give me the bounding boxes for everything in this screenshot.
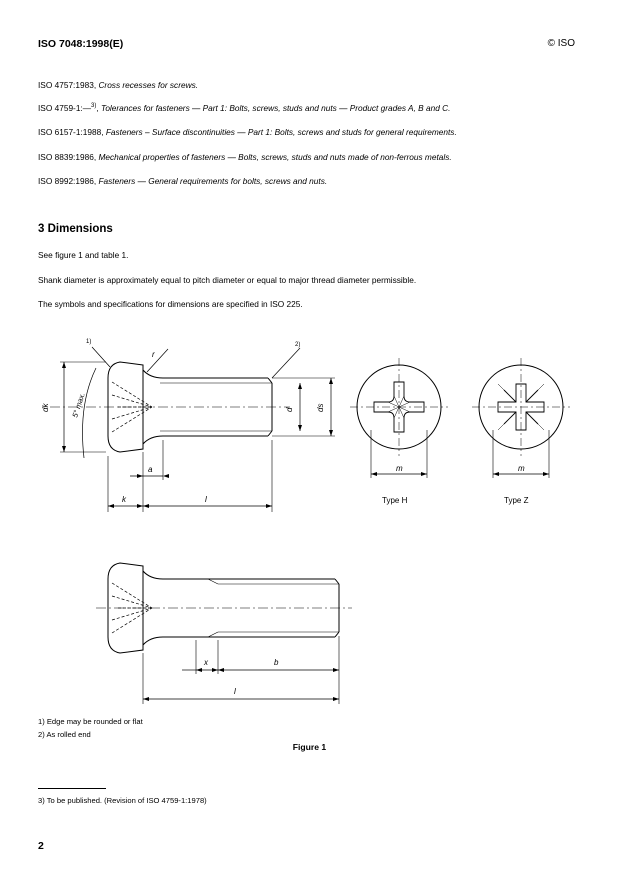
note-2-marker: 2) — [295, 342, 301, 348]
figure-caption: Figure 1 — [292, 742, 327, 752]
note-1-leader — [92, 347, 110, 367]
m-label-type-z: m — [518, 464, 525, 473]
figure-note-2: 2) As rolled end — [38, 730, 91, 739]
figure-note-1: 1) Edge may be rounded or flat — [38, 717, 143, 726]
l-label-top: l — [205, 495, 207, 504]
reference-item: ISO 6157-1:1988, Fasteners – Surface discontinuities — Part 1: Bolts, screws and studs for general requirements. — [38, 127, 457, 137]
copyright: © ISO — [547, 38, 575, 49]
reference-item: ISO 4759-1:—$^{3)}$, Tolerances for fasteners — Part 1: Bolts, screws, studs and nuts — Product grades A, B and C. — [38, 103, 451, 113]
page-number: 2 — [38, 840, 44, 852]
note-1-marker: 1) — [86, 339, 92, 345]
footnote: 3) To be published. (Revision of ISO 4759-1:1978) — [38, 796, 207, 805]
type-h-head-view — [350, 358, 448, 478]
l-label-bottom: l — [234, 687, 236, 696]
angle-arc — [83, 368, 97, 458]
angle-label: 5° max. — [70, 391, 87, 419]
type-z-label: Type Z — [504, 496, 529, 505]
radius-label: r — [152, 350, 155, 359]
note-2-leader — [272, 348, 300, 378]
paragraph: Shank diameter is approximately equal to pitch diameter or equal to major thread diameter permissible. — [38, 275, 417, 285]
paragraph: The symbols and specifications for dimensions are specified in ISO 225. — [38, 299, 303, 309]
k-label: k — [122, 495, 126, 504]
reference-item: ISO 4757:1983, Cross recesses for screws. — [38, 80, 199, 90]
type-h-label: Type H — [382, 496, 408, 505]
m-label-type-h: m — [396, 464, 403, 473]
reference-item: ISO 8992:1986, Fasteners — General requirements for bolts, screws and nuts. — [38, 176, 328, 186]
b-label: b — [274, 658, 279, 667]
ds-label: ds — [316, 403, 325, 412]
x-label: x — [204, 658, 208, 667]
reference-item: ISO 8839:1986, Mechanical properties of fasteners — Bolts, screws, studs and nuts made of non-ferrous metals. — [38, 152, 452, 162]
doc-id: ISO 7048:1998(E) — [38, 38, 124, 50]
a-label: a — [148, 465, 153, 474]
footnote-rule — [38, 788, 106, 789]
section-heading: 3 Dimensions — [38, 223, 113, 235]
radius-leader — [147, 349, 168, 372]
paragraph: See figure 1 and table 1. — [38, 250, 129, 260]
dk-label: dk — [41, 403, 50, 412]
type-z-head-view — [472, 358, 570, 478]
d-label: d — [285, 407, 294, 412]
